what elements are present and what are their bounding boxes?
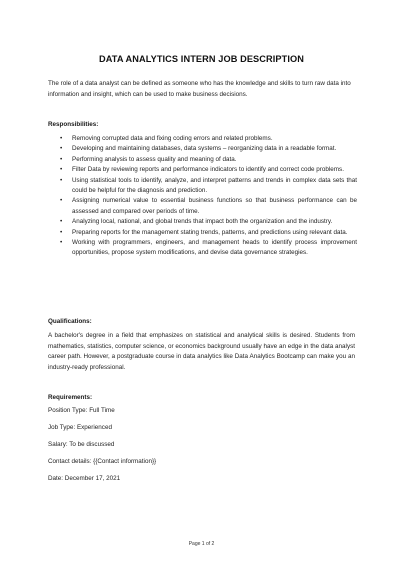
list-item: [60, 228, 357, 238]
page-number: Page 1 of 2: [188, 541, 215, 547]
bullet-icon: •: [60, 176, 63, 184]
list-item-text: Removing corrupted data and fixing coding errors and related problems.: [72, 135, 273, 142]
bullet-icon: •: [60, 228, 63, 236]
list-item-text: Developing and maintaining databases, data systems – reorganizing data in a readable format.: [72, 145, 337, 153]
list-item-text: Preparing reports for the management stating trends, patterns, and predictions using relevant data.: [72, 228, 348, 236]
qualifications-heading: Qualifications:: [48, 318, 92, 325]
document-title: DATA ANALYTICS INTERN JOB DESCRIPTION: [99, 54, 304, 64]
bullet-icon: •: [60, 135, 63, 142]
intro-paragraph: The role of a data analyst can be defined as someone who has the knowledge and skills to turn raw data into information and insight, which can be used to make business decisions.: [48, 80, 351, 98]
list-item: [60, 176, 357, 197]
bullet-icon: •: [60, 166, 63, 174]
list-item-text: Analyzing local, national, and global trends that impact both the organization and the industry.: [72, 218, 333, 226]
bullet-icon: •: [60, 155, 63, 163]
list-item-text: Using statistical tools to identify, analyze, and interpret patterns and trends in complex data sets that could be helpful for the diagnosis and prediction.: [72, 176, 357, 195]
list-item-text: Working with programmers, engineers, and management heads to identify process improvement opportunities, propose system modifications, and devise data governance strategies.: [72, 239, 357, 257]
contact-details-line: Contact details: {{Contact information}}: [48, 458, 157, 465]
list-item: [60, 155, 357, 165]
bullet-icon: •: [60, 197, 63, 205]
salary-line: Salary: To be discussed: [48, 441, 115, 448]
job-type-line: Job Type: Experienced: [48, 424, 112, 431]
responsibilities-heading: Responsibilities:: [48, 121, 99, 128]
list-item-text: Assigning numerical value to essential business functions so that business performance can be assessed and compared over periods of time.: [72, 197, 357, 215]
bullet-icon: •: [60, 218, 63, 226]
position-type-line: Position Type: Full Time: [48, 407, 115, 414]
list-item: [60, 196, 357, 217]
responsibilities-list: [60, 134, 357, 259]
bullet-icon: •: [60, 145, 63, 153]
list-item: [60, 134, 357, 144]
list-item-text: Performing analysis to assess quality and meaning of data.: [72, 155, 237, 163]
list-item: [60, 165, 357, 175]
list-item: [60, 144, 357, 154]
requirements-heading: Requirements:: [48, 394, 93, 401]
list-item: [60, 238, 357, 259]
date-line: Date: December 17, 2021: [48, 475, 121, 482]
list-item-text: Filter Data by reviewing reports and performance indicators to identify and correct code problems.: [72, 166, 344, 174]
qualifications-paragraph: A bachelor's degree in a field that emphasizes on statistical and analytical skills is desired. Students from mathematics, statistics, computer science, or economics background usually have an edge in the data analyst career path. However, a postgraduate course in data analytics like Data Analytics Bootcamp can make you an industry-ready professional.: [48, 332, 355, 371]
bullet-icon: •: [60, 239, 63, 247]
list-item: [60, 217, 357, 227]
